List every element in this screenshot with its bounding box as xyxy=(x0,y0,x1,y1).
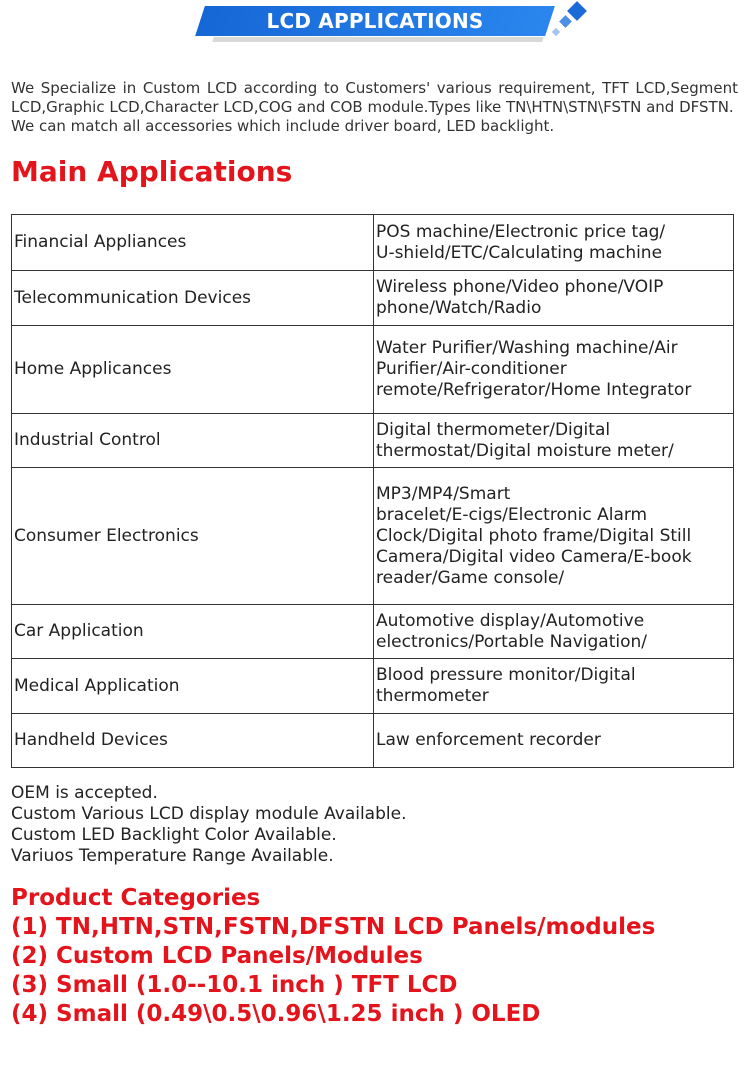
decor-square-icon xyxy=(552,28,560,36)
category-cell: Medical Application xyxy=(12,659,374,714)
banner-title: LCD APPLICATIONS xyxy=(266,9,484,33)
main-applications-heading: Main Applications xyxy=(11,155,293,188)
product-category-item: (1) TN,HTN,STN,FSTN,DFSTN LCD Panels/modules xyxy=(11,914,656,940)
banner-shadow xyxy=(212,37,544,42)
details-cell: POS machine/Electronic price tag/ U-shield/ETC/Calculating machine xyxy=(374,215,734,271)
table-row xyxy=(12,414,734,468)
product-category-item: (2) Custom LCD Panels/Modules xyxy=(11,943,423,969)
category-cell: Financial Appliances xyxy=(12,215,374,271)
intro-line: We can match all accessories which include driver board, LED backlight. xyxy=(11,117,555,135)
table-row xyxy=(12,468,734,605)
product-categories-heading: Product Categories xyxy=(11,885,261,911)
note-line: Custom LED Backlight Color Available. xyxy=(11,825,337,845)
details-cell: Digital thermometer/Digital thermostat/Digital moisture meter/ xyxy=(374,414,734,468)
category-cell: Telecommunication Devices xyxy=(12,271,374,326)
table-row xyxy=(12,714,734,768)
intro-paragraph xyxy=(11,79,738,136)
decor-square-icon xyxy=(567,1,587,21)
note-line: Custom Various LCD display module Available. xyxy=(11,804,407,824)
category-cell: Car Application xyxy=(12,605,374,659)
category-cell: Industrial Control xyxy=(12,414,374,468)
note-line: Variuos Temperature Range Available. xyxy=(11,846,334,866)
table-row xyxy=(12,215,734,271)
details-cell: Blood pressure monitor/Digital thermometer xyxy=(374,659,734,714)
category-cell: Consumer Electronics xyxy=(12,468,374,605)
category-cell: Home Applicances xyxy=(12,326,374,414)
product-category-item: (3) Small (1.0--10.1 inch ) TFT LCD xyxy=(11,972,458,998)
details-cell: Wireless phone/Video phone/VOIP phone/Watch/Radio xyxy=(374,271,734,326)
product-category-item: (4) Small (0.49\0.5\0.96\1.25 inch ) OLED xyxy=(11,1001,541,1027)
note-line: OEM is accepted. xyxy=(11,783,158,803)
intro-line: We Specialize in Custom LCD according to Customers' various requirement, TFT LCD,Segment xyxy=(11,79,738,97)
details-cell: MP3/MP4/Smart bracelet/E-cigs/Electronic Alarm Clock/Digital photo frame/Digital Still Camera/Digital video Camera/E-book reader/Game console/ xyxy=(374,468,734,605)
details-cell: Law enforcement recorder xyxy=(374,714,734,768)
notes-list xyxy=(11,783,731,867)
header-banner xyxy=(0,0,750,50)
intro-line: LCD,Graphic LCD,Character LCD,COG and COB module.Types like TN\HTN\STN\FSTN and DFSTN. xyxy=(11,98,734,116)
table-row xyxy=(12,659,734,714)
applications-table xyxy=(11,214,734,768)
table-row xyxy=(12,326,734,414)
table-row xyxy=(12,605,734,659)
decor-square-icon xyxy=(559,15,572,28)
details-cell: Automotive display/Automotive electronics/Portable Navigation/ xyxy=(374,605,734,659)
product-categories xyxy=(11,884,741,1029)
table-row xyxy=(12,271,734,326)
details-cell: Water Purifier/Washing machine/Air Purifier/Air-conditioner remote/Refrigerator/Home Integrator xyxy=(374,326,734,414)
category-cell: Handheld Devices xyxy=(12,714,374,768)
